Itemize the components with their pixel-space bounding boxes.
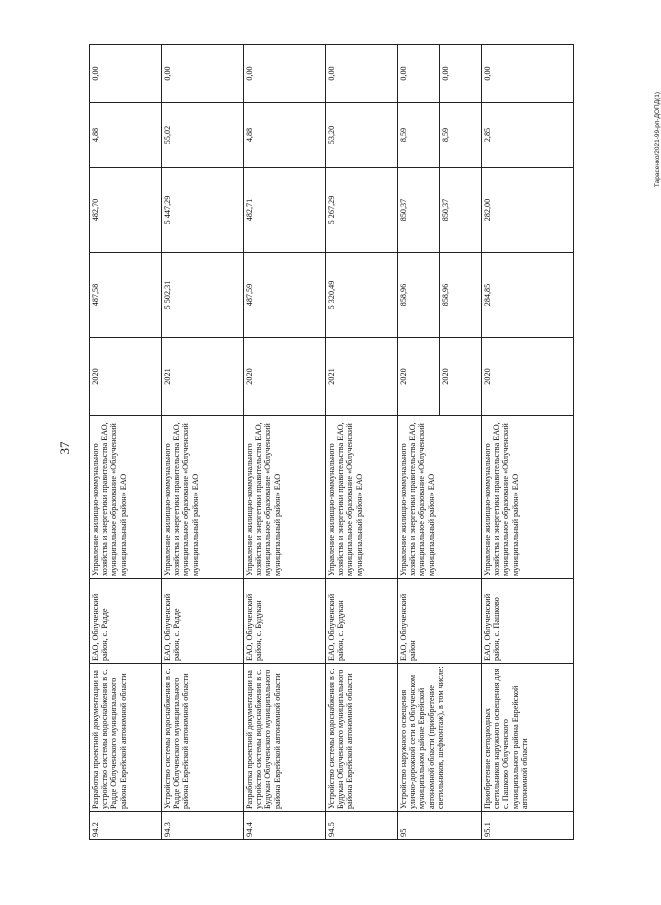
- executor: Управление жилищно-коммунального хозяйства и энергетики правительства ЕАО, муниципальное образование «Облученский муниципальный район» ЕАО: [162, 416, 244, 579]
- year: 2021: [162, 338, 244, 416]
- total-amount: 5 320,49: [326, 253, 398, 338]
- regional-amount: 2,85: [482, 103, 574, 168]
- regional-amount: 4,88: [244, 103, 326, 168]
- table-row: [90, 45, 162, 840]
- federal-amount: 850,37: [440, 168, 482, 253]
- location: ЕАО, Облученский район, с. Пашково: [482, 579, 574, 664]
- total-amount: 487,59: [244, 253, 326, 338]
- executor: Управление жилищно-коммунального хозяйства и энергетики правительства ЕАО, муниципальное образование «Облученский муниципальный район» ЕАО: [398, 416, 482, 579]
- rotated-table-container: [89, 45, 609, 840]
- federal-amount: 482,70: [90, 168, 162, 253]
- table-row: [482, 45, 574, 840]
- location: ЕАО, Облученский район, с. Будукан: [244, 579, 326, 664]
- activity-name: Разработка проектной документации на устройство системы водоснабжения в с. Будукан Облученского муниципального района Еврейской автономной области: [244, 664, 326, 812]
- year: 2020: [244, 338, 326, 416]
- local-amount: 0,00: [244, 45, 326, 103]
- table-row: [398, 45, 440, 840]
- executor: Управление жилищно-коммунального хозяйства и энергетики правительства ЕАО, муниципальное образование «Облученский муниципальный район» ЕАО: [244, 416, 326, 579]
- regional-amount: 53,20: [326, 103, 398, 168]
- location: ЕАО, Облученский район, с. Радде: [90, 579, 162, 664]
- activity-name: Приобретение светодиодных светильников наружного освещения для с. Пашково Облученского муниципального района Еврейской автономной области: [482, 664, 574, 812]
- location: ЕАО, Облученский район, с. Будукан: [326, 579, 398, 664]
- regional-amount: 8,59: [398, 103, 440, 168]
- federal-amount: 482,71: [244, 168, 326, 253]
- local-amount: 0,00: [482, 45, 574, 103]
- row-number: 95.1: [482, 812, 574, 840]
- regional-amount: 8,59: [440, 103, 482, 168]
- page-number: 37: [57, 441, 72, 455]
- executor: Управление жилищно-коммунального хозяйства и энергетики правительства ЕАО, муниципальное образование «Облученский муниципальный район» ЕАО: [90, 416, 162, 579]
- location: ЕАО, Облученский район: [398, 579, 482, 664]
- executor: Управление жилищно-коммунального хозяйства и энергетики правительства ЕАО, муниципальное образование «Облученский муниципальный район» ЕАО: [482, 416, 574, 579]
- row-number: 94.3: [162, 812, 244, 840]
- program-table: [89, 44, 574, 840]
- regional-amount: 4,88: [90, 103, 162, 168]
- total-amount: 858,96: [398, 253, 440, 338]
- federal-amount: 850,37: [398, 168, 440, 253]
- location: ЕАО, Облученский район, с. Радде: [162, 579, 244, 664]
- year: 2021: [326, 338, 398, 416]
- row-number: 95: [398, 812, 482, 840]
- total-amount: 858,96: [440, 253, 482, 338]
- activity-name: Устройство наружного освещения улично-дорожной сети в Облученском муниципальном районе Еврейской автономной области (приобретение светильников, шефмонтаж), в том числе:: [398, 664, 482, 812]
- local-amount: 0,00: [90, 45, 162, 103]
- activity-name: Разработка проектной документации на устройство системы водоснабжения в с. Радде Облученского муниципального района Еврейской автономной области: [90, 664, 162, 812]
- federal-amount: 5 447,29: [162, 168, 244, 253]
- table-row: [162, 45, 244, 840]
- regional-amount: 55,02: [162, 103, 244, 168]
- local-amount: 0,00: [398, 45, 440, 103]
- year: 2020: [90, 338, 162, 416]
- total-amount: 487,58: [90, 253, 162, 338]
- federal-amount: 282,00: [482, 168, 574, 253]
- year: 2020: [482, 338, 574, 416]
- document-code: Тарасенко/2021-99-рп-ДОПД(1): [653, 91, 661, 188]
- year: 2020: [398, 338, 440, 416]
- total-amount: 5 502,31: [162, 253, 244, 338]
- table-row: [326, 45, 398, 840]
- total-amount: 284,85: [482, 253, 574, 338]
- local-amount: 0,00: [326, 45, 398, 103]
- row-number: 94.4: [244, 812, 326, 840]
- activity-name: Устройство системы водоснабжения в с. Будукан Облученского муниципального района Еврейской автономной области: [326, 664, 398, 812]
- executor: Управление жилищно-коммунального хозяйства и энергетики правительства ЕАО, муниципальное образование «Облученский муниципальный район» ЕАО: [326, 416, 398, 579]
- local-amount: 0,00: [440, 45, 482, 103]
- year: 2020: [440, 338, 482, 416]
- local-amount: 0,00: [162, 45, 244, 103]
- row-number: 94.2: [90, 812, 162, 840]
- row-number: 94.5: [326, 812, 398, 840]
- table-viewport: [89, 45, 609, 840]
- activity-name: Устройство системы водоснабжения в с. Радде Облученского муниципального района Еврейской автономной области: [162, 664, 244, 812]
- table-row: [244, 45, 326, 840]
- federal-amount: 5 267,29: [326, 168, 398, 253]
